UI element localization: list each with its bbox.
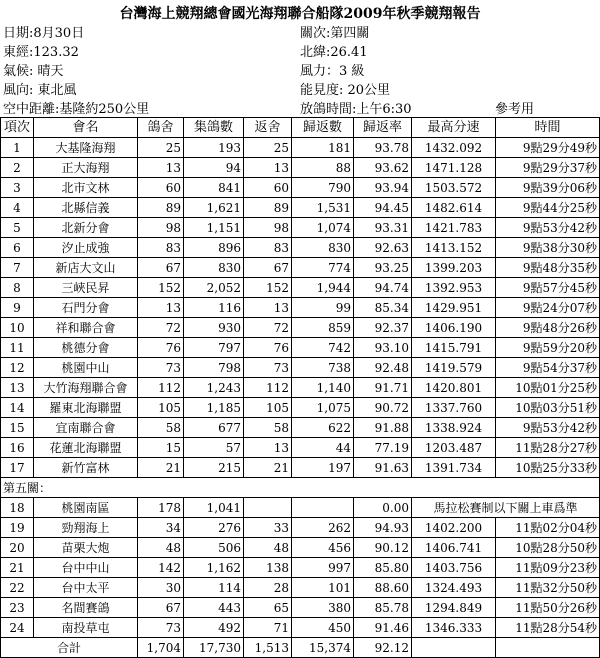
collected: 798 (184, 358, 244, 378)
col-header: 歸返率 (354, 118, 412, 138)
arrival-time: 11點32分50秒 (496, 578, 600, 598)
returned: 262 (292, 518, 354, 538)
returned-lofts: 60 (244, 178, 292, 198)
collected: 930 (184, 318, 244, 338)
returned: 1,075 (292, 398, 354, 418)
row-index: 5 (1, 218, 34, 238)
weather-label: 氣候: 晴天 (3, 64, 64, 79)
table-row (1, 318, 600, 338)
club-name: 南投草屯 (34, 618, 138, 638)
club-name: 新店大文山 (34, 258, 138, 278)
club-name: 大竹海翔聯合會 (34, 378, 138, 398)
club-name: 新竹富林 (34, 458, 138, 478)
top-speed: 1337.760 (412, 398, 496, 418)
club-name: 桃園南區 (34, 498, 138, 518)
return-rate: 85.34 (354, 298, 412, 318)
row-index: 3 (1, 178, 34, 198)
returned: 450 (292, 618, 354, 638)
returned: 774 (292, 258, 354, 278)
return-rate: 91.46 (354, 618, 412, 638)
collected: 1,041 (184, 498, 244, 518)
club-name: 正大海翔 (34, 158, 138, 178)
returned-lofts: 25 (244, 138, 292, 158)
club-name: 大基隆海翔 (34, 138, 138, 158)
table-row (1, 338, 600, 358)
arrival-time: 10點01分25秒 (496, 378, 600, 398)
table-row (1, 158, 600, 178)
col-header: 項次 (1, 118, 34, 138)
table-row (1, 258, 600, 278)
arrival-time: 9點53分42秒 (496, 218, 600, 238)
collected: 830 (184, 258, 244, 278)
returned: 738 (292, 358, 354, 378)
row-index: 6 (1, 238, 34, 258)
collected: 506 (184, 538, 244, 558)
returned-lofts: 33 (244, 518, 292, 538)
return-rate: 93.62 (354, 158, 412, 178)
total-empty (496, 638, 600, 658)
top-speed: 1421.783 (412, 218, 496, 238)
top-speed: 1482.614 (412, 198, 496, 218)
arrival-time: 9點29分37秒 (496, 158, 600, 178)
returned: 1,074 (292, 218, 354, 238)
return-rate: 92.48 (354, 358, 412, 378)
club-name: 汐止成強 (34, 238, 138, 258)
return-rate: 85.80 (354, 558, 412, 578)
returned-lofts: 58 (244, 418, 292, 438)
club-name: 勁翔海上 (34, 518, 138, 538)
table-row (1, 458, 600, 478)
collected: 215 (184, 458, 244, 478)
returned-lofts: 89 (244, 198, 292, 218)
collected: 841 (184, 178, 244, 198)
row-index: 12 (1, 358, 34, 378)
col-header: 會名 (34, 118, 138, 138)
reference-label: 參考用 (495, 102, 535, 117)
col-header: 最高分速 (412, 118, 496, 138)
lofts: 58 (138, 418, 184, 438)
top-speed: 1402.200 (412, 518, 496, 538)
total-empty (412, 638, 496, 658)
total-collected: 17,730 (184, 638, 244, 658)
arrival-time: 9點29分49秒 (496, 138, 600, 158)
col-header: 時間 (496, 118, 600, 138)
stage-label: 關次:第四關 (300, 26, 370, 41)
club-name: 名間賽鴿 (34, 598, 138, 618)
row-index: 1 (1, 138, 34, 158)
club-name: 祥和聯合會 (34, 318, 138, 338)
returned-lofts: 13 (244, 438, 292, 458)
top-speed: 1338.924 (412, 418, 496, 438)
table-row (1, 298, 600, 318)
club-name: 北市文林 (34, 178, 138, 198)
top-speed: 1346.333 (412, 618, 496, 638)
collected: 114 (184, 578, 244, 598)
lofts: 21 (138, 458, 184, 478)
arrival-time: 11點09分23秒 (496, 558, 600, 578)
table-row (1, 378, 600, 398)
lofts: 60 (138, 178, 184, 198)
wind-direction-label: 風向: 東北風 (3, 83, 77, 98)
arrival-time: 9點53分42秒 (496, 418, 600, 438)
return-rate: 77.19 (354, 438, 412, 458)
arrival-time: 9點54分37秒 (496, 358, 600, 378)
return-rate: 92.63 (354, 238, 412, 258)
table-row (1, 438, 600, 458)
arrival-time: 9點24分07秒 (496, 298, 600, 318)
lofts: 13 (138, 158, 184, 178)
lofts: 67 (138, 598, 184, 618)
table-row (1, 398, 600, 418)
arrival-time: 9點48分26秒 (496, 318, 600, 338)
returned-lofts: 21 (244, 458, 292, 478)
table-row (1, 538, 600, 558)
table-row (1, 198, 600, 218)
return-rate: 93.25 (354, 258, 412, 278)
row-index: 13 (1, 378, 34, 398)
col-header: 歸返數 (292, 118, 354, 138)
club-name: 苗栗大炮 (34, 538, 138, 558)
table-row (1, 238, 600, 258)
arrival-time: 9點44分25秒 (496, 198, 600, 218)
returned: 622 (292, 418, 354, 438)
table-row (1, 178, 600, 198)
row-index: 24 (1, 618, 34, 638)
marathon-note: 馬拉松賽制以下關上車爲準 (412, 498, 600, 518)
club-name: 北新分會 (34, 218, 138, 238)
row-index: 4 (1, 198, 34, 218)
table-row (1, 558, 600, 578)
col-header: 集鴿數 (184, 118, 244, 138)
lofts: 48 (138, 538, 184, 558)
returned: 99 (292, 298, 354, 318)
row-index: 8 (1, 278, 34, 298)
row-index: 7 (1, 258, 34, 278)
lofts: 98 (138, 218, 184, 238)
stage5-rows (1, 498, 600, 638)
collected: 797 (184, 338, 244, 358)
table-row (1, 278, 600, 298)
table-row (1, 598, 600, 618)
total-label: 合計 (1, 638, 138, 658)
returned: 1,140 (292, 378, 354, 398)
row-index: 2 (1, 158, 34, 178)
header-row-5 (0, 98, 600, 117)
club-name: 台中中山 (34, 558, 138, 578)
top-speed: 1413.152 (412, 238, 496, 258)
lofts: 73 (138, 618, 184, 638)
returned-lofts: 71 (244, 618, 292, 638)
top-speed: 1415.791 (412, 338, 496, 358)
header-row-4 (0, 79, 600, 98)
release-time-label: 放鴿時間:上午6:30 (300, 102, 412, 117)
lofts: 25 (138, 138, 184, 158)
row-index: 21 (1, 558, 34, 578)
return-rate: 88.60 (354, 578, 412, 598)
row-index: 23 (1, 598, 34, 618)
return-rate: 94.93 (354, 518, 412, 538)
returned: 1,531 (292, 198, 354, 218)
lofts: 34 (138, 518, 184, 538)
arrival-time: 9點38分30秒 (496, 238, 600, 258)
collected: 276 (184, 518, 244, 538)
top-speed: 1399.203 (412, 258, 496, 278)
collected: 443 (184, 598, 244, 618)
collected: 1,185 (184, 398, 244, 418)
return-rate: 93.31 (354, 218, 412, 238)
return-rate: 91.71 (354, 378, 412, 398)
return-rate: 93.94 (354, 178, 412, 198)
arrival-time: 10點25分33秒 (496, 458, 600, 478)
col-header: 鴿舍 (138, 118, 184, 138)
section-label-row (1, 478, 600, 498)
top-speed: 1324.493 (412, 578, 496, 598)
lofts: 83 (138, 238, 184, 258)
returned-lofts: 76 (244, 338, 292, 358)
top-speed: 1406.741 (412, 538, 496, 558)
collected: 677 (184, 418, 244, 438)
lofts: 112 (138, 378, 184, 398)
lofts: 142 (138, 558, 184, 578)
return-rate: 91.88 (354, 418, 412, 438)
returned: 830 (292, 238, 354, 258)
lofts: 15 (138, 438, 184, 458)
return-rate: 90.72 (354, 398, 412, 418)
section-label: 第五關： (1, 478, 600, 498)
latitude-label: 北緯:26.41 (300, 45, 368, 60)
col-header: 返舍 (244, 118, 292, 138)
returned: 859 (292, 318, 354, 338)
club-name: 北縣信義 (34, 198, 138, 218)
report-title: 台灣海上競翔總會國光海翔聯合船隊2009年秋季競翔報告 (119, 6, 481, 22)
collected: 492 (184, 618, 244, 638)
returned: 456 (292, 538, 354, 558)
table-header-row (1, 118, 600, 138)
table-row (1, 578, 600, 598)
table-row (1, 518, 600, 538)
returned-lofts (244, 498, 292, 518)
collected: 1,151 (184, 218, 244, 238)
table-row (1, 498, 600, 518)
top-speed: 1471.128 (412, 158, 496, 178)
arrival-time: 10點03分51秒 (496, 398, 600, 418)
lofts: 67 (138, 258, 184, 278)
arrival-time: 9點39分06秒 (496, 178, 600, 198)
arrival-time: 9點57分45秒 (496, 278, 600, 298)
table-row (1, 138, 600, 158)
returned: 742 (292, 338, 354, 358)
row-index: 11 (1, 338, 34, 358)
club-name: 桃園中山 (34, 358, 138, 378)
top-speed: 1503.572 (412, 178, 496, 198)
arrival-time: 11點28分27秒 (496, 438, 600, 458)
returned: 790 (292, 178, 354, 198)
returned-lofts: 67 (244, 258, 292, 278)
collected: 2,052 (184, 278, 244, 298)
returned-lofts: 72 (244, 318, 292, 338)
return-rate: 90.12 (354, 538, 412, 558)
lofts: 73 (138, 358, 184, 378)
longitude-label: 東經:123.32 (3, 45, 79, 60)
collected: 94 (184, 158, 244, 178)
row-index: 20 (1, 538, 34, 558)
returned-lofts: 105 (244, 398, 292, 418)
total-returned: 15,374 (292, 638, 354, 658)
club-name: 花蓮北海聯盟 (34, 438, 138, 458)
collected: 116 (184, 298, 244, 318)
return-rate: 85.78 (354, 598, 412, 618)
header-row-2 (0, 41, 600, 60)
lofts: 13 (138, 298, 184, 318)
return-rate: 94.74 (354, 278, 412, 298)
club-name: 羅東北海聯盟 (34, 398, 138, 418)
results-table (0, 117, 600, 658)
return-rate: 93.78 (354, 138, 412, 158)
lofts: 76 (138, 338, 184, 358)
returned-lofts: 138 (244, 558, 292, 578)
returned-lofts: 13 (244, 158, 292, 178)
table-row (1, 358, 600, 378)
top-speed: 1203.487 (412, 438, 496, 458)
row-index: 17 (1, 458, 34, 478)
top-speed: 1391.734 (412, 458, 496, 478)
row-index: 18 (1, 498, 34, 518)
returned-lofts: 13 (244, 298, 292, 318)
return-rate: 92.37 (354, 318, 412, 338)
returned-lofts: 28 (244, 578, 292, 598)
top-speed: 1429.951 (412, 298, 496, 318)
returned-lofts: 83 (244, 238, 292, 258)
row-index: 16 (1, 438, 34, 458)
table-row (1, 618, 600, 638)
returned: 1,944 (292, 278, 354, 298)
returned: 197 (292, 458, 354, 478)
collected: 1,621 (184, 198, 244, 218)
lofts: 30 (138, 578, 184, 598)
lofts: 72 (138, 318, 184, 338)
arrival-time: 9點48分35秒 (496, 258, 600, 278)
returned: 181 (292, 138, 354, 158)
date-label: 日期:8月30日 (3, 26, 85, 41)
arrival-time: 9點59分20秒 (496, 338, 600, 358)
header-row-3 (0, 60, 600, 79)
arrival-time: 11點50分26秒 (496, 598, 600, 618)
top-speed: 1420.801 (412, 378, 496, 398)
top-speed: 1294.849 (412, 598, 496, 618)
club-name: 桃德分會 (34, 338, 138, 358)
club-name: 台中太平 (34, 578, 138, 598)
top-speed: 1392.953 (412, 278, 496, 298)
top-speed: 1432.092 (412, 138, 496, 158)
lofts: 152 (138, 278, 184, 298)
row-index: 14 (1, 398, 34, 418)
visibility-label: 能見度: 20公里 (300, 83, 391, 98)
return-rate: 93.10 (354, 338, 412, 358)
total-returned-lofts: 1,513 (244, 638, 292, 658)
collected: 1,243 (184, 378, 244, 398)
total-rate: 92.12 (354, 638, 412, 658)
distance-label: 空中距離:基隆約250公里 (3, 102, 150, 117)
return-rate: 94.45 (354, 198, 412, 218)
collected: 57 (184, 438, 244, 458)
stage4-rows (1, 138, 600, 478)
header-row-1 (0, 22, 600, 41)
row-index: 10 (1, 318, 34, 338)
top-speed: 1406.190 (412, 318, 496, 338)
lofts: 105 (138, 398, 184, 418)
collected: 1,162 (184, 558, 244, 578)
top-speed: 1403.756 (412, 558, 496, 578)
row-index: 15 (1, 418, 34, 438)
returned-lofts: 48 (244, 538, 292, 558)
table-row (1, 418, 600, 438)
returned-lofts: 152 (244, 278, 292, 298)
wind-force-label: 風力：3 級 (300, 64, 365, 79)
returned (292, 498, 354, 518)
club-name: 石門分會 (34, 298, 138, 318)
lofts: 178 (138, 498, 184, 518)
total-lofts: 1,704 (138, 638, 184, 658)
total-row (1, 638, 600, 658)
club-name: 三峽民昇 (34, 278, 138, 298)
row-index: 22 (1, 578, 34, 598)
returned: 997 (292, 558, 354, 578)
returned-lofts: 65 (244, 598, 292, 618)
club-name: 宜南聯合會 (34, 418, 138, 438)
row-index: 19 (1, 518, 34, 538)
lofts: 89 (138, 198, 184, 218)
collected: 193 (184, 138, 244, 158)
returned-lofts: 98 (244, 218, 292, 238)
returned-lofts: 73 (244, 358, 292, 378)
stage5-section (1, 478, 600, 498)
table-row (1, 218, 600, 238)
collected: 896 (184, 238, 244, 258)
returned: 88 (292, 158, 354, 178)
return-rate: 91.63 (354, 458, 412, 478)
returned: 101 (292, 578, 354, 598)
top-speed: 1419.579 (412, 358, 496, 378)
arrival-time: 10點28分50秒 (496, 538, 600, 558)
row-index: 9 (1, 298, 34, 318)
returned: 44 (292, 438, 354, 458)
returned-lofts: 112 (244, 378, 292, 398)
returned: 380 (292, 598, 354, 618)
arrival-time: 11點28分54秒 (496, 618, 600, 638)
return-rate: 0.00 (354, 498, 412, 518)
arrival-time: 11點02分04秒 (496, 518, 600, 538)
